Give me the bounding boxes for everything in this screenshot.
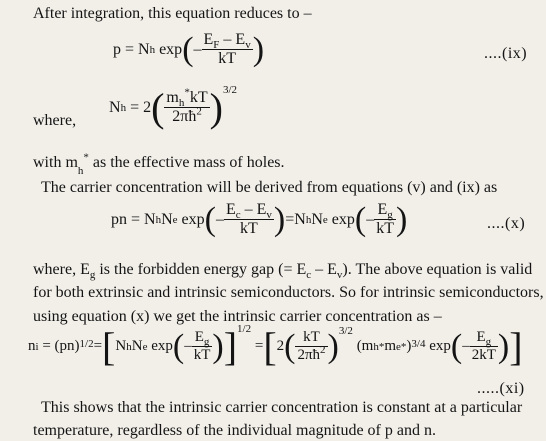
fraction-x-1: $\frac{E_c - E_v}{kT}$ [225, 201, 272, 237]
fraction-nh: $\frac{m_h^*kT}{2\pi ħ^2}$ [166, 86, 208, 125]
equation-xi: n i = (pn) $^{1/2}$ = [ N h N e exp ( – $\frac{E_g}{kT}$ ) ] $^{1/2}$ = [ 2 ( $\frac{kT}{2\pi ħ^2}$ ) $^{3/2}$ (m h * m e * ) $^{3/4}$ exp ( – $\frac{E_g}{2kT}$ ) ] [28, 322, 523, 369]
fraction-ix: $\frac{E_F - E_v}{kT}$ [203, 31, 251, 67]
with-line: with $m_h^*$ as the effective mass of holes. [33, 151, 285, 178]
equation-x: pn = N h N e exp ( – $\frac{E_c - E_v}{kT}$ ) =N h N e exp ( – $\frac{E_g}{kT}$ ) [111, 200, 408, 238]
paragraph-gap-line-3: using equation (x) we get the intrinsic carrier concentration as – [33, 308, 442, 325]
paragraph-conclusion-line-1: This shows that the intrinsic carrier concentration is constant at a particular [41, 399, 523, 416]
fraction-xi-1: $\frac{E_g}{kT}$ [193, 329, 211, 363]
intro-line: After integration, this equation reduces to – [33, 5, 312, 22]
nh-definition: N h = 2 ( $\frac{m_h^*kT}{2\pi ħ^2}$ ) $^{3/2}$ [109, 83, 238, 130]
fraction-x-2: $\frac{E_g}{kT}$ [376, 201, 394, 237]
where-label: where, [33, 112, 77, 129]
equation-number-ix: ....(ix) [484, 45, 528, 62]
equation-number-x: ....(x) [487, 215, 526, 232]
equation-number-xi: .....(xi) [477, 380, 525, 397]
paragraph-gap-line-1: where, $E_g$ is the forbidden energy gap (= $E_c - E_v$). The above equation is valid [33, 261, 533, 282]
fraction-xi-3: $\frac{E_g}{2kT}$ [471, 329, 496, 363]
paragraph-conclusion-line-2: temperature, regardless of the individual magnitude of p and n. [33, 422, 436, 439]
equation-ix: p = N h exp ( – $\frac{E_F - E_v}{kT}$ ) [113, 30, 265, 68]
paragraph-gap-line-2: for both extrinsic and intrinsic semiconductors. So for intrinsic semiconductors, [33, 284, 544, 301]
paragraph-carrier-concentration: The carrier concentration will be derived from equations (v) and (ix) as [41, 179, 498, 196]
fraction-xi-2: $\frac{kT}{2\pi ħ^2}$ [297, 329, 326, 363]
